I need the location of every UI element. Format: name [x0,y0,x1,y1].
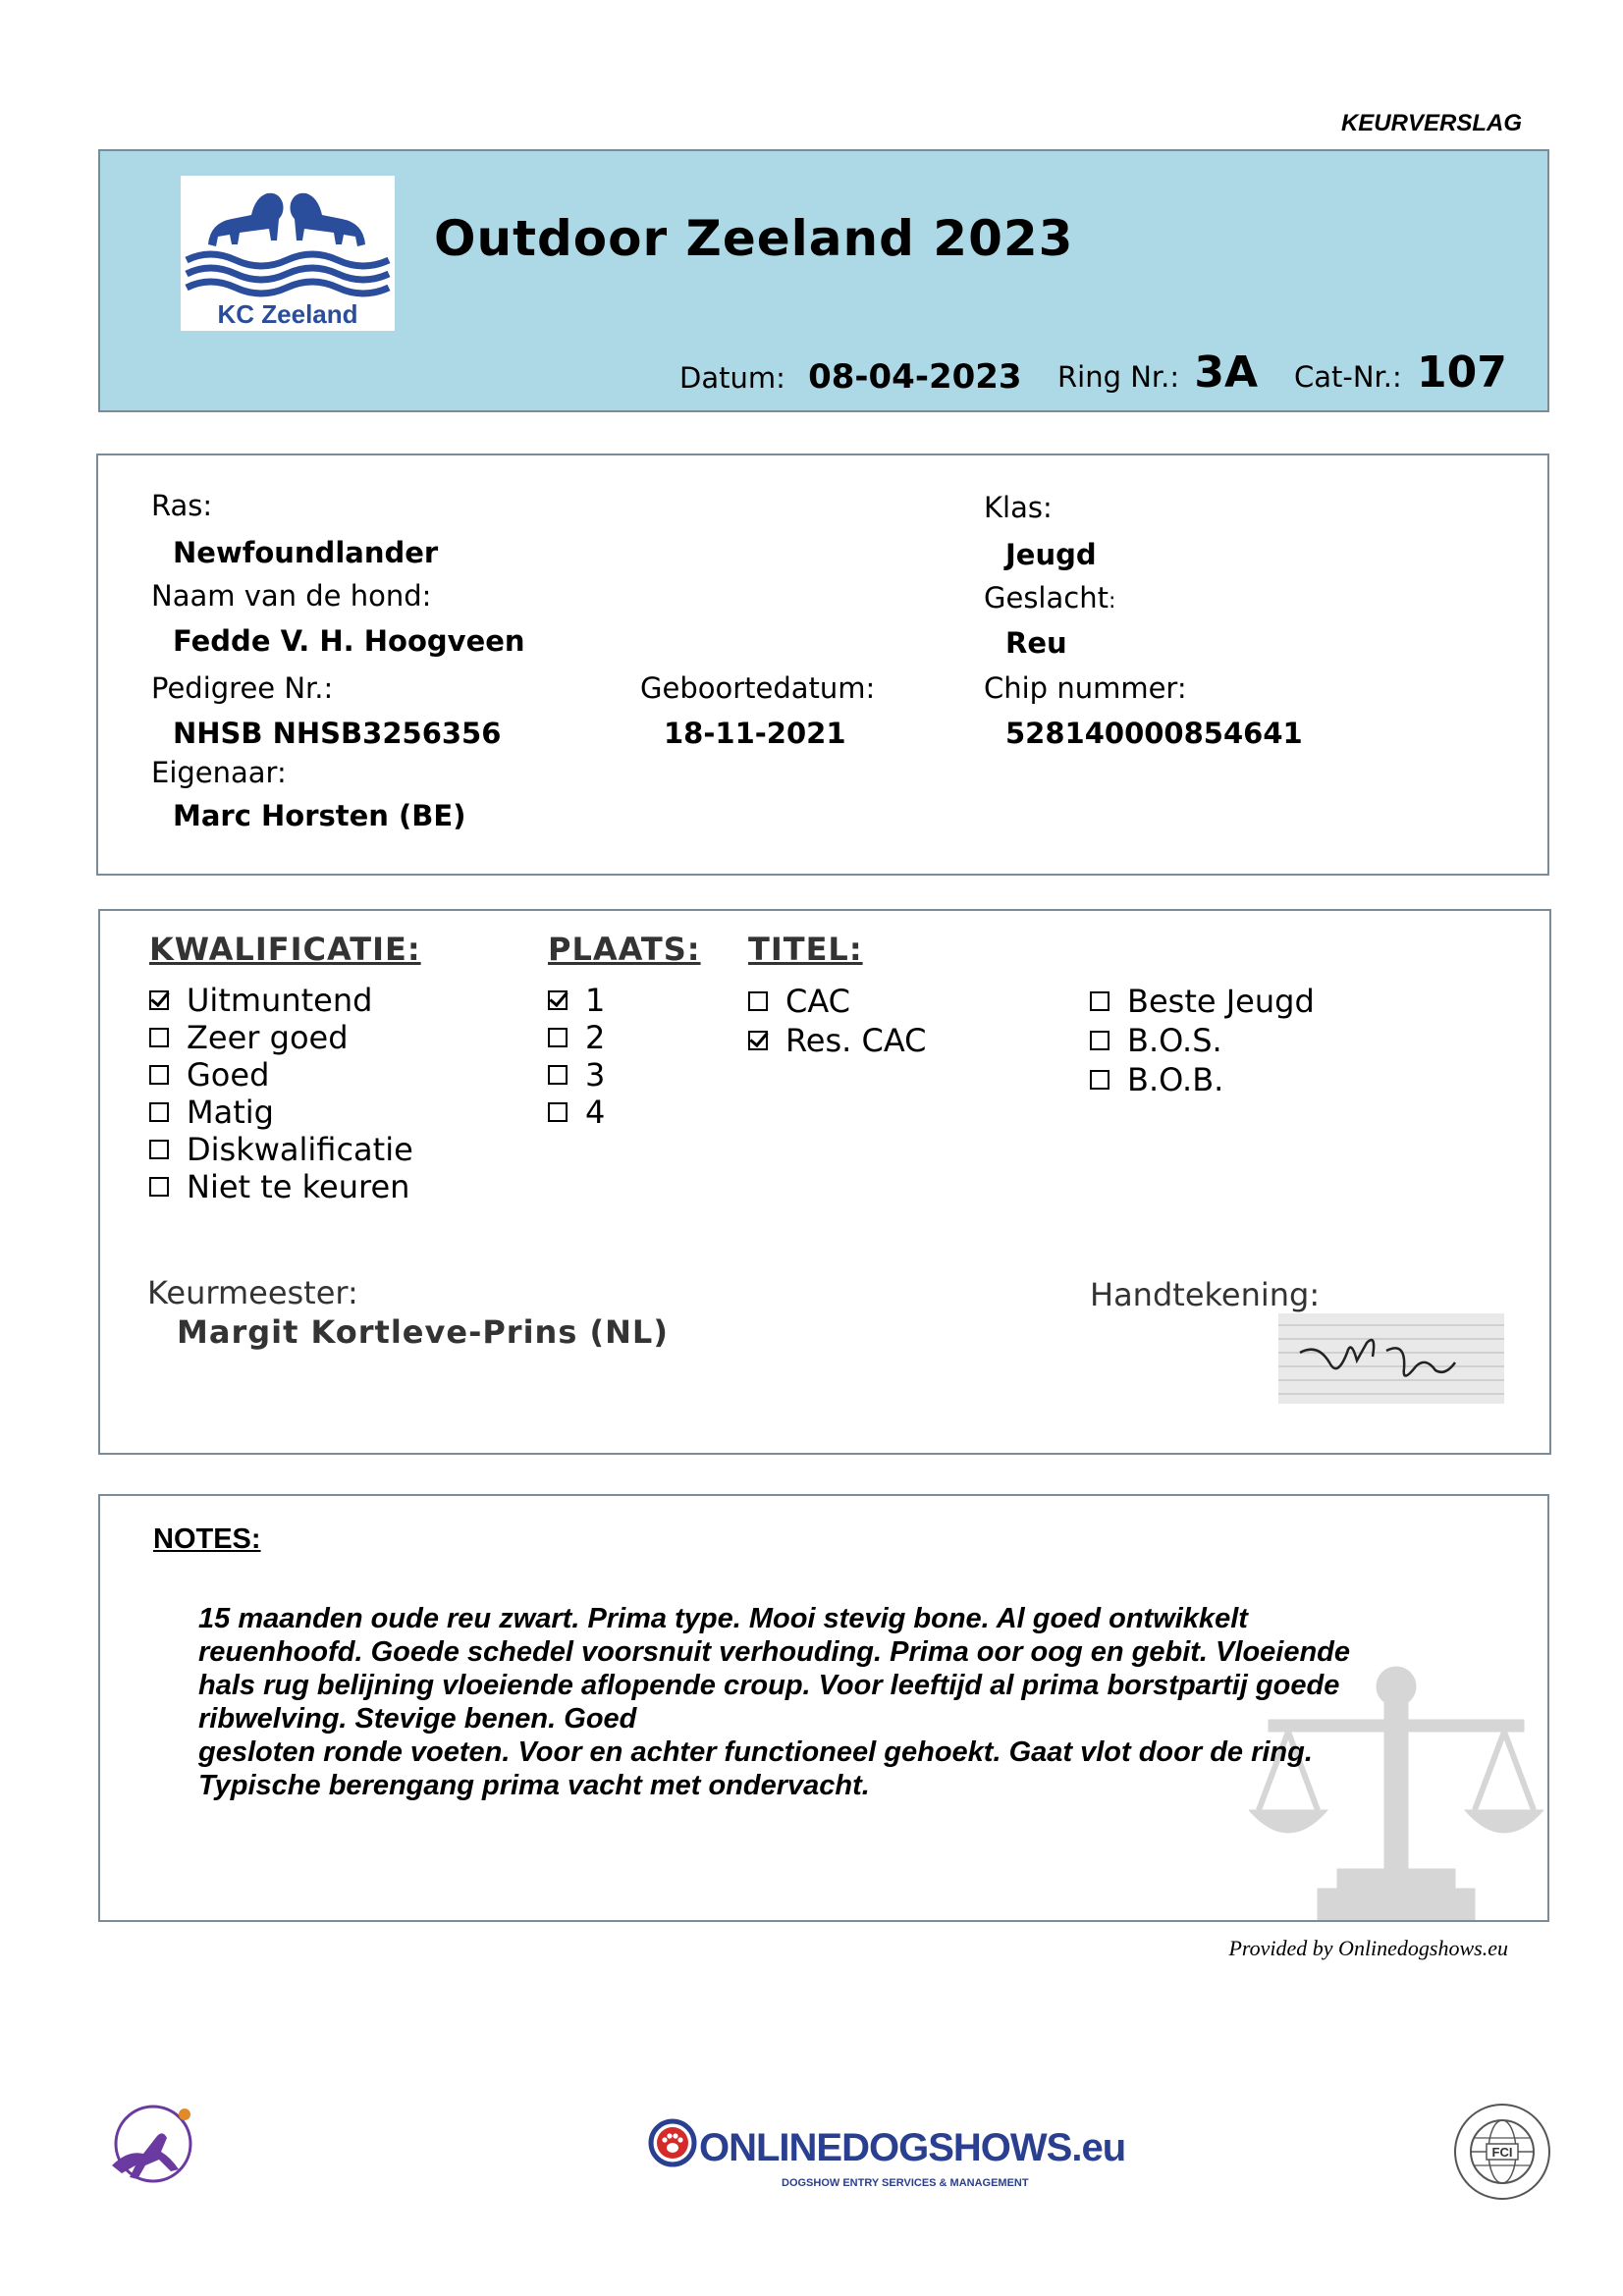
kwalificatie-option[interactable] [149,1131,413,1168]
cat-label: Cat-Nr.: [1294,360,1402,394]
kwalificatie-list [149,982,413,1205]
naam-value: Fedde V. H. Hoogveen [173,624,525,658]
checkbox-icon[interactable] [548,1102,568,1122]
chip-label: Chip nummer: [984,671,1187,705]
eigenaar-label: Eigenaar: [151,756,287,789]
extra-title-option[interactable] [1090,1060,1315,1099]
klas-label: Klas: [984,491,1053,524]
extra-title-list [1090,982,1315,1099]
checkbox-icon[interactable] [1090,1070,1109,1090]
document-type-label: KEURVERSLAG [1340,110,1522,136]
handtekening-label: Handtekening: [1090,1276,1321,1313]
eigenaar-value: Marc Horsten (BE) [173,799,466,832]
dog-info-panel [96,454,1549,876]
checkbox-icon[interactable] [1090,991,1109,1011]
titel-option[interactable] [748,982,927,1021]
plaats-list [548,982,605,1131]
plaats-option[interactable] [548,982,605,1019]
geslacht-colon: : [1108,589,1116,614]
kwalificatie-heading: KWALIFICATIE: [149,931,421,968]
ras-value: Newfoundlander [173,536,439,569]
onlinedogshows-logo-text: ONLINEDOGSHOWS.eu [699,2126,1126,2169]
checkbox-icon[interactable] [748,1031,768,1050]
notes-text: 15 maanden oude reu zwart. Prima type. Mooi stevig bone. Al goed ontwikkelt reuenhoofd. Goede schedel voorsnuit verhouding. Prima oor oog en gebit. Vloeiende hals rug belijning vloeiende aflopende croup. Voor leeftijd al prima borstpartij goede ribwelving. Stevige benen. Goed gesloten ronde voeten. Voor en achter functioneel gehoekt. Gaat vlot door de ring. Typische berengang prima vacht met ondervacht. [198,1603,1351,1801]
option-label: 1 [585,982,606,1019]
dog-sport-logo-icon [98,2097,196,2195]
provided-by: Provided by Onlinedogshows.eu [1228,1936,1508,1960]
ring-label: Ring Nr.: [1057,360,1180,394]
titel-option[interactable] [748,1021,927,1060]
geboorte-label: Geboortedatum: [640,671,876,705]
chip-value: 528140000854641 [1005,717,1303,750]
checkbox-icon[interactable] [149,990,169,1010]
fci-seal-icon [1451,2101,1553,2203]
kwalificatie-option[interactable] [149,982,413,1019]
option-label: Niet te keuren [187,1168,410,1205]
option-label: B.O.S. [1127,1022,1222,1059]
option-label: Beste Jeugd [1127,983,1315,1020]
checkbox-icon[interactable] [548,1065,568,1085]
dogs-waves-icon [181,176,395,298]
judging-panel [98,909,1551,1455]
kwalificatie-option[interactable] [149,1056,413,1094]
titel-list [748,982,927,1060]
checkbox-icon[interactable] [149,1102,169,1122]
pedigree-label: Pedigree Nr.: [151,671,334,705]
checkbox-icon[interactable] [149,1028,169,1047]
event-title: Outdoor Zeeland 2023 [434,210,1074,267]
pedigree-value: NHSB NHSB3256356 [173,717,502,750]
option-label: 2 [585,1019,606,1056]
keurmeester-label: Keurmeester: [147,1274,358,1311]
option-label: 4 [585,1094,606,1131]
cat-value: 107 [1417,347,1507,398]
option-label: Zeer goed [187,1019,349,1056]
kwalificatie-option[interactable] [149,1094,413,1131]
notes-panel [98,1494,1549,1922]
option-label: CAC [785,983,851,1020]
plaats-option[interactable] [548,1019,605,1056]
fci-text: FCI [1491,2145,1513,2160]
geslacht-label-text: Geslacht [984,581,1109,614]
geslacht-label [984,581,1115,614]
checkbox-icon[interactable] [1090,1031,1109,1050]
datum-label: Datum: [679,361,785,395]
onlinedogshows-tagline: DOGSHOW ENTRY SERVICES & MANAGEMENT [782,2177,1029,2189]
checkbox-icon[interactable] [548,990,568,1010]
datum-value: 08-04-2023 [808,357,1022,397]
notes-heading: NOTES: [153,1523,261,1555]
kwalificatie-option[interactable] [149,1168,413,1205]
klas-value: Jeugd [1005,538,1097,571]
option-label: Matig [187,1094,274,1131]
kc-zeeland-logo [181,176,395,331]
datum-field [679,357,1022,397]
kwalificatie-option[interactable] [149,1019,413,1056]
signature-image-icon [1278,1313,1504,1404]
checkbox-icon[interactable] [149,1065,169,1085]
extra-title-option[interactable] [1090,982,1315,1021]
option-label: 3 [585,1056,606,1094]
checkbox-icon[interactable] [748,991,768,1011]
cat-field [1294,347,1507,398]
geslacht-value: Reu [1005,626,1067,660]
ring-value: 3A [1194,347,1259,398]
checkbox-icon[interactable] [149,1177,169,1197]
plaats-option[interactable] [548,1056,605,1094]
option-label: B.O.B. [1127,1061,1224,1098]
ras-label: Ras: [151,489,213,522]
titel-heading: TITEL: [748,931,863,968]
keurmeester-value: Margit Kortleve-Prins (NL) [177,1313,669,1351]
option-label: Goed [187,1056,270,1094]
option-label: Uitmuntend [187,982,373,1019]
option-label: Res. CAC [785,1022,927,1059]
extra-title-option[interactable] [1090,1021,1315,1060]
plaats-heading: PLAATS: [548,931,701,968]
checkbox-icon[interactable] [548,1028,568,1047]
option-label: Diskwalificatie [187,1131,413,1168]
header-banner [98,149,1549,412]
logo-text: KC Zeeland [217,299,358,329]
checkbox-icon[interactable] [149,1140,169,1159]
paw-icon [648,2118,697,2167]
plaats-option[interactable] [548,1094,605,1131]
geboorte-value: 18-11-2021 [664,717,846,750]
naam-label: Naam van de hond: [151,579,432,613]
ring-field [1057,347,1258,398]
